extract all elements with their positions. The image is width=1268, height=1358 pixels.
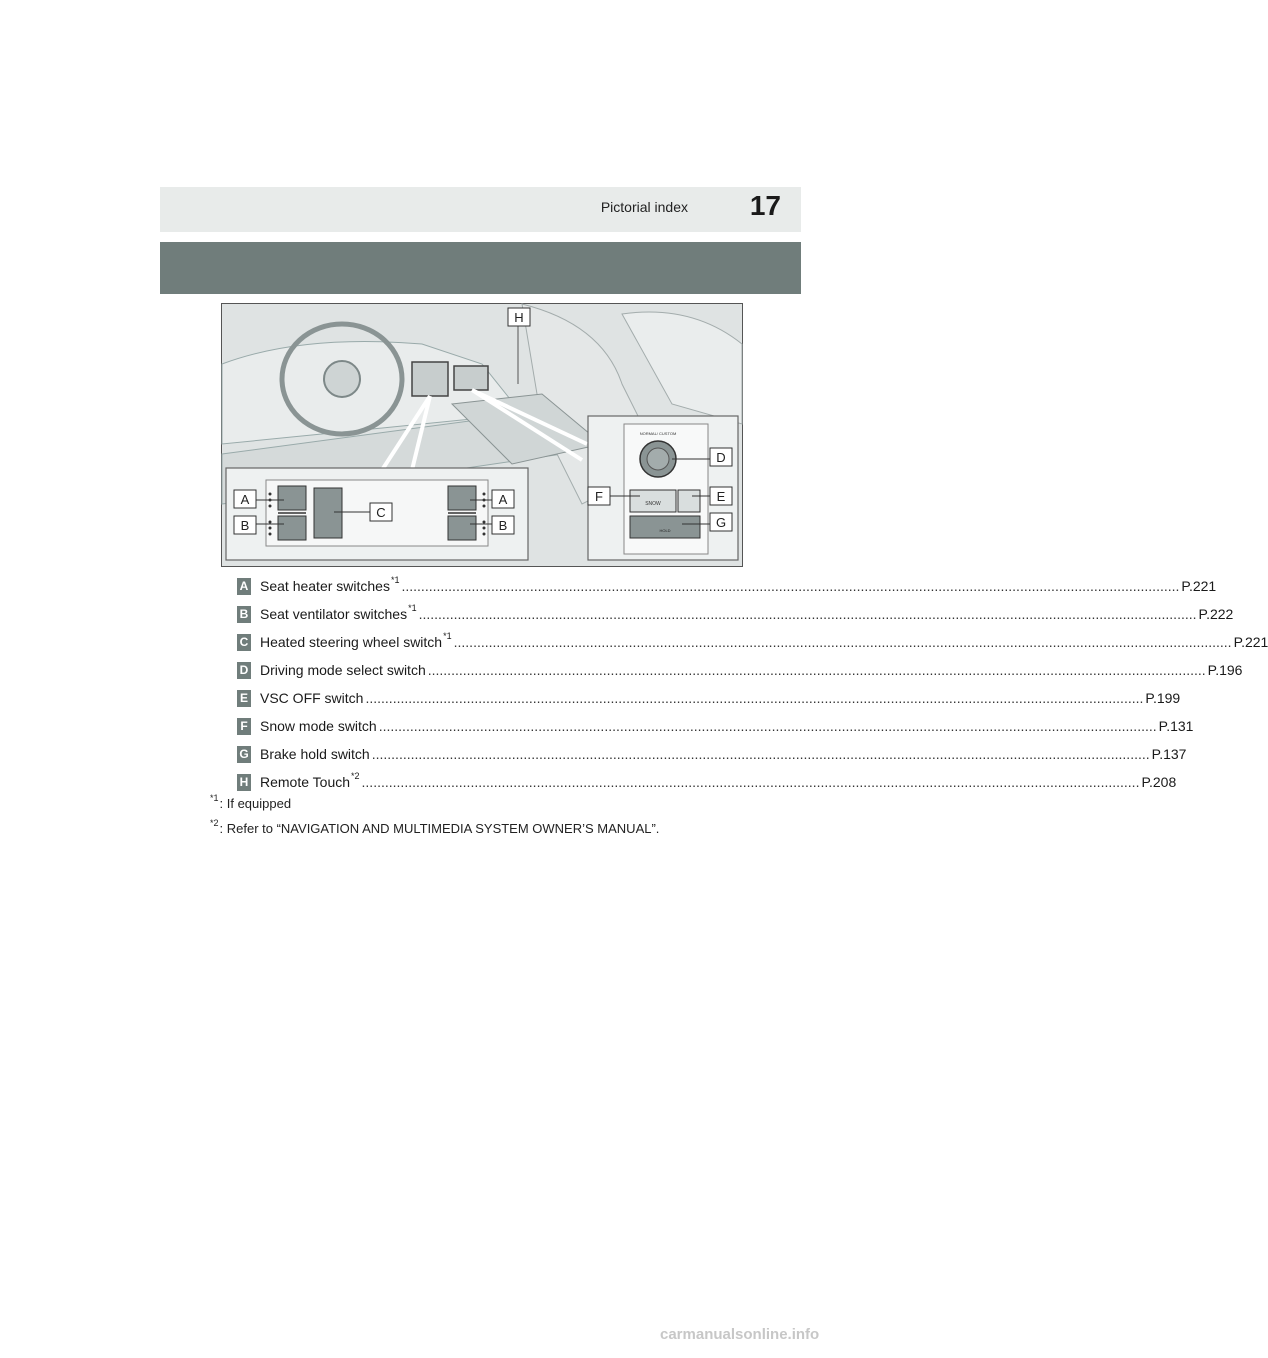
page-header	[160, 187, 801, 232]
callout-e-label: E	[716, 489, 726, 504]
hold-button-label: HOLD	[659, 528, 671, 533]
callout-b-left-label: B	[240, 518, 250, 533]
snow-button-label: SNOW	[645, 501, 661, 507]
index-row-f[interactable]	[237, 712, 1194, 740]
letter-badge: D	[237, 662, 251, 679]
letter-badge: F	[237, 718, 251, 735]
footnote-ref: *1	[408, 603, 417, 613]
dot-leader: ........................................................................................................................................................................................................	[427, 662, 1206, 678]
page-reference-link[interactable]: P.199	[1145, 690, 1181, 706]
callout-d-label: D	[716, 450, 726, 465]
callout-c-label: C	[376, 505, 386, 520]
letter-badge: E	[237, 690, 251, 707]
dashboard-illustration	[221, 303, 743, 567]
page-reference-link[interactable]: P.137	[1151, 746, 1187, 762]
callout-f-label: F	[595, 489, 603, 504]
section-title: Pictorial index	[600, 199, 688, 215]
watermark: carmanualsonline.info	[660, 1326, 820, 1343]
letter-badge: A	[237, 578, 251, 595]
callout-b-right-label: B	[498, 518, 508, 533]
dot-leader: ........................................................................................................................................................................................................	[453, 634, 1232, 650]
page-reference-link[interactable]: P.222	[1198, 606, 1234, 622]
dot-leader: ........................................................................................................................................................................................................	[361, 774, 1140, 790]
index-label: Snow mode switch	[260, 718, 377, 734]
normal-custom-label: NORMAL/ CUSTOM	[639, 431, 677, 436]
dot-leader: ........................................................................................................................................................................................................	[378, 718, 1157, 734]
letter-badge: G	[237, 746, 251, 763]
dot-leader: ........................................................................................................................................................................................................	[401, 578, 1180, 594]
footnote-ref: *2	[351, 771, 360, 781]
footnotes	[210, 793, 770, 846]
index-row-b[interactable]	[237, 600, 1234, 628]
page-reference-link[interactable]: P.221	[1181, 578, 1217, 594]
callout-a-left-label: A	[240, 492, 250, 507]
dot-leader: ........................................................................................................................................................................................................	[371, 746, 1150, 762]
dot-leader: ........................................................................................................................................................................................................	[418, 606, 1197, 622]
index-label: Seat heater switches	[260, 578, 390, 594]
callout-h-label: H	[514, 310, 524, 325]
footnote-mark: *2	[210, 818, 219, 828]
footnote-ref: *1	[443, 631, 452, 641]
footnote-2	[210, 818, 770, 846]
callout-a-right-label: A	[498, 492, 508, 507]
index-label: Heated steering wheel switch	[260, 634, 443, 650]
page-reference-link[interactable]: P.131	[1158, 718, 1194, 734]
letter-badge: H	[237, 774, 251, 791]
page-reference-link[interactable]: P.208	[1141, 774, 1177, 790]
page-reference-link[interactable]: P.196	[1207, 662, 1243, 678]
index-row-e[interactable]	[237, 684, 1181, 712]
dot-leader: ........................................................................................................................................................................................................	[365, 690, 1144, 706]
dashboard-drawing	[222, 304, 742, 566]
footnote-text: : Refer to “NAVIGATION AND MULTIMEDIA SYSTEM OWNER’S MANUAL”.	[219, 821, 660, 836]
section-bar	[160, 242, 801, 294]
index-row-h[interactable]	[237, 768, 1177, 796]
index-row-g[interactable]	[237, 740, 1187, 768]
index-row-c[interactable]	[237, 628, 1268, 656]
index-label: VSC OFF switch	[260, 690, 364, 706]
index-row-a[interactable]	[237, 572, 1217, 600]
pictorial-index-list	[237, 572, 1268, 796]
index-label: Driving mode select switch	[260, 662, 426, 678]
index-label: Brake hold switch	[260, 746, 370, 762]
footnote-ref: *1	[390, 575, 400, 585]
index-label: Seat ventilator switches	[260, 606, 408, 622]
callout-g-label: G	[715, 515, 727, 530]
index-row-d[interactable]	[237, 656, 1243, 684]
letter-badge: C	[237, 634, 251, 651]
footnote-mark: *1	[210, 793, 219, 803]
footnote-text: : If equipped	[219, 796, 292, 811]
page-number: 17	[749, 190, 781, 221]
page-reference-link[interactable]: P.221	[1233, 634, 1268, 650]
footnote-1	[210, 793, 770, 821]
letter-badge: B	[237, 606, 251, 623]
index-label: Remote Touch	[260, 774, 351, 790]
